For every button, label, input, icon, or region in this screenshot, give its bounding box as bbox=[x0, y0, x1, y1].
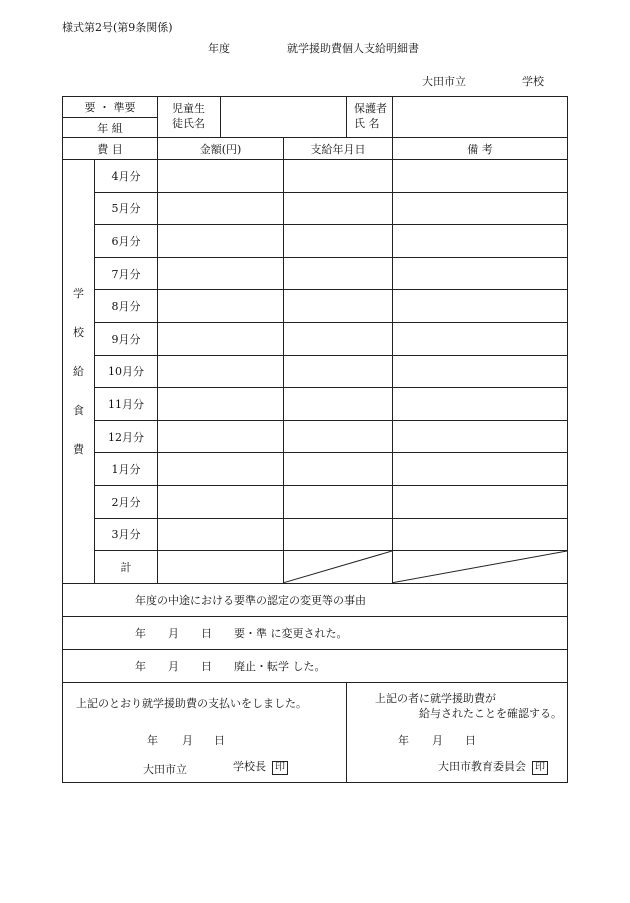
month-label: 8月分 bbox=[95, 290, 158, 323]
table-row bbox=[63, 355, 568, 388]
amount-header: 金額(円) bbox=[158, 138, 284, 160]
fiscal-year-label: 年度 bbox=[208, 42, 230, 55]
month-label: 9月分 bbox=[95, 322, 158, 355]
form-id: 様式第2号(第9条関係) bbox=[62, 21, 173, 34]
month-label: 11月分 bbox=[95, 388, 158, 421]
board-date-year: 年 bbox=[398, 733, 409, 747]
board-date-day: 日 bbox=[465, 733, 476, 747]
month-label: 6月分 bbox=[95, 225, 158, 258]
payment-statement: 上記のとおり就学援助費の支払いをしました。 bbox=[76, 696, 307, 710]
table-row bbox=[63, 485, 568, 518]
change-text: 要・準 に変更された。 bbox=[234, 626, 348, 640]
payment-detail-table bbox=[62, 96, 568, 783]
month-label: 5月分 bbox=[95, 192, 158, 225]
remarks-cell[interactable] bbox=[393, 388, 568, 421]
date-header: 支給年月日 bbox=[284, 138, 393, 160]
table-row bbox=[63, 388, 568, 421]
total-amount-cell[interactable] bbox=[158, 551, 284, 584]
himoku-header: 費 目 bbox=[63, 138, 158, 160]
student-name-label: 児童生 徒氏名 bbox=[158, 97, 221, 138]
total-row bbox=[63, 551, 568, 584]
table-row bbox=[63, 322, 568, 355]
amount-cell[interactable] bbox=[158, 290, 284, 323]
confirm-statement-2: 給与されたことを確認する。 bbox=[419, 706, 562, 720]
education-board-label: 大田市教育委員会 印 bbox=[438, 761, 548, 775]
month-label: 7月分 bbox=[95, 257, 158, 290]
total-label: 計 bbox=[95, 551, 158, 584]
remarks-cell[interactable] bbox=[393, 257, 568, 290]
city-label: 大田市立 bbox=[422, 75, 466, 88]
date-cell[interactable] bbox=[284, 290, 393, 323]
date-cell[interactable] bbox=[284, 453, 393, 486]
document-title: 就学援助費個人支給明細書 bbox=[287, 42, 419, 55]
date-cell[interactable] bbox=[284, 420, 393, 453]
amount-cell[interactable] bbox=[158, 257, 284, 290]
month-label: 2月分 bbox=[95, 485, 158, 518]
board-signature-cell bbox=[347, 682, 568, 782]
date-cell[interactable] bbox=[284, 322, 393, 355]
student-name-field[interactable] bbox=[221, 97, 347, 138]
remarks-cell[interactable] bbox=[393, 192, 568, 225]
yoyo-cell: 要 ・ 準要 bbox=[63, 97, 158, 118]
principal-label: 学校長 印 bbox=[233, 761, 288, 775]
amount-cell[interactable] bbox=[158, 225, 284, 258]
amount-cell[interactable] bbox=[158, 420, 284, 453]
date-cell[interactable] bbox=[284, 257, 393, 290]
remarks-cell[interactable] bbox=[393, 290, 568, 323]
remarks-cell[interactable] bbox=[393, 453, 568, 486]
table-row bbox=[63, 518, 568, 551]
date-total-slash bbox=[284, 551, 393, 584]
date-cell[interactable] bbox=[284, 388, 393, 421]
amount-cell[interactable] bbox=[158, 388, 284, 421]
school-date-day: 日 bbox=[214, 733, 225, 747]
amount-cell[interactable] bbox=[158, 192, 284, 225]
date-cell[interactable] bbox=[284, 485, 393, 518]
school-city: 大田市立 bbox=[143, 762, 187, 776]
school-signature-cell bbox=[63, 682, 347, 782]
month-label: 12月分 bbox=[95, 420, 158, 453]
remarks-cell[interactable] bbox=[393, 322, 568, 355]
remarks-cell[interactable] bbox=[393, 485, 568, 518]
abolish-text: 廃止・転学 した。 bbox=[234, 659, 326, 673]
board-date-month: 月 bbox=[432, 733, 443, 747]
amount-cell[interactable] bbox=[158, 518, 284, 551]
date-cell[interactable] bbox=[284, 160, 393, 193]
remarks-total-slash bbox=[393, 551, 568, 584]
table-row bbox=[63, 257, 568, 290]
month-label: 3月分 bbox=[95, 518, 158, 551]
table-row bbox=[63, 290, 568, 323]
table-row bbox=[63, 192, 568, 225]
grade-class-cell: 年 組 bbox=[63, 118, 158, 138]
amount-cell[interactable] bbox=[158, 160, 284, 193]
table-row bbox=[63, 453, 568, 486]
amount-cell[interactable] bbox=[158, 485, 284, 518]
table-row bbox=[63, 225, 568, 258]
date-cell[interactable] bbox=[284, 225, 393, 258]
remarks-cell[interactable] bbox=[393, 518, 568, 551]
guardian-name-field[interactable] bbox=[393, 97, 568, 138]
table-row bbox=[63, 420, 568, 453]
change-row: 年 月 日 要・準 に変更された。 bbox=[63, 616, 568, 649]
table-row bbox=[63, 160, 568, 193]
remarks-cell[interactable] bbox=[393, 355, 568, 388]
seal-mark: 印 bbox=[272, 761, 288, 775]
remarks-cell[interactable] bbox=[393, 160, 568, 193]
category-label: 学 校 給 食 費 bbox=[63, 160, 95, 584]
school-date-year: 年 bbox=[147, 733, 158, 747]
date-cell[interactable] bbox=[284, 355, 393, 388]
remarks-header: 備 考 bbox=[393, 138, 568, 160]
confirm-statement-1: 上記の者に就学援助費が bbox=[375, 691, 496, 705]
seal-mark: 印 bbox=[532, 761, 548, 775]
month-label: 10月分 bbox=[95, 355, 158, 388]
amount-cell[interactable] bbox=[158, 322, 284, 355]
school-label: 学校 bbox=[522, 75, 544, 88]
amount-cell[interactable] bbox=[158, 453, 284, 486]
date-cell[interactable] bbox=[284, 518, 393, 551]
guardian-name-label: 保護者 氏 名 bbox=[347, 97, 393, 138]
abolish-row: 年 月 日 廃止・転学 した。 bbox=[63, 649, 568, 682]
month-label: 4月分 bbox=[95, 160, 158, 193]
school-date-month: 月 bbox=[182, 733, 193, 747]
date-cell[interactable] bbox=[284, 192, 393, 225]
reason-row: 年度の中途における要準の認定の変更等の事由 bbox=[63, 583, 568, 616]
month-label: 1月分 bbox=[95, 453, 158, 486]
remarks-cell[interactable] bbox=[393, 225, 568, 258]
remarks-cell[interactable] bbox=[393, 420, 568, 453]
amount-cell[interactable] bbox=[158, 355, 284, 388]
